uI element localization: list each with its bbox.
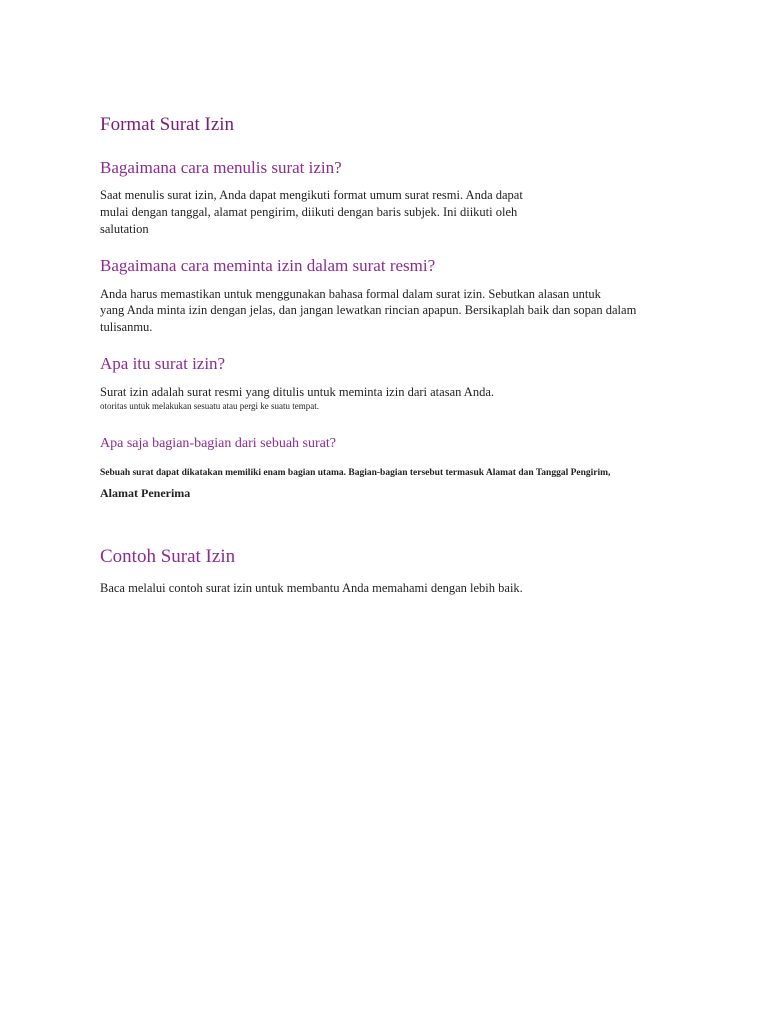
question-heading-letter-parts: Apa saja bagian-bagian dari sebuah surat?	[100, 436, 336, 451]
page-title: Format Surat Izin	[100, 114, 235, 135]
paragraph-line: tulisanmu.	[100, 320, 153, 334]
paragraph-line: yang Anda minta izin dengan jelas, dan jangan lewatkan rincian apapun. Bersikaplah baik dan sopan dalam	[100, 303, 637, 317]
paragraph-line: salutation	[100, 222, 149, 236]
paragraph-line: Surat izin adalah surat resmi yang ditulis untuk meminta izin dari atasan Anda.	[100, 385, 495, 399]
paragraph-line: mulai dengan tanggal, alamat pengirim, diikuti dengan baris subjek. Ini diikuti oleh	[100, 205, 518, 219]
example-intro-text: Baca melalui contoh surat izin untuk membantu Anda memahami dengan lebih baik.	[100, 581, 523, 595]
paragraph-line: Anda harus memastikan untuk menggunakan bahasa formal dalam surat izin. Sebutkan alasan untuk	[100, 287, 601, 301]
question-heading-how-to-request: Bagaimana cara meminta izin dalam surat resmi?	[100, 256, 436, 275]
question-heading-how-to-write: Bagaimana cara menulis surat izin?	[100, 158, 342, 177]
section-heading-example: Contoh Surat Izin	[100, 546, 236, 567]
question-heading-what-is: Apa itu surat izin?	[100, 354, 226, 373]
paragraph-line-small: otoritas untuk melakukan sesuatu atau pergi ke suatu tempat.	[100, 401, 320, 411]
recipient-address-label: Alamat Penerima	[100, 486, 191, 500]
paragraph-line-bold: Sebuah surat dapat dikatakan memiliki enam bagian utama. Bagian-bagian tersebut termasuk Alamat dan Tanggal Pengirim,	[100, 468, 611, 478]
paragraph-line: Saat menulis surat izin, Anda dapat mengikuti format umum surat resmi. Anda dapat	[100, 188, 523, 202]
